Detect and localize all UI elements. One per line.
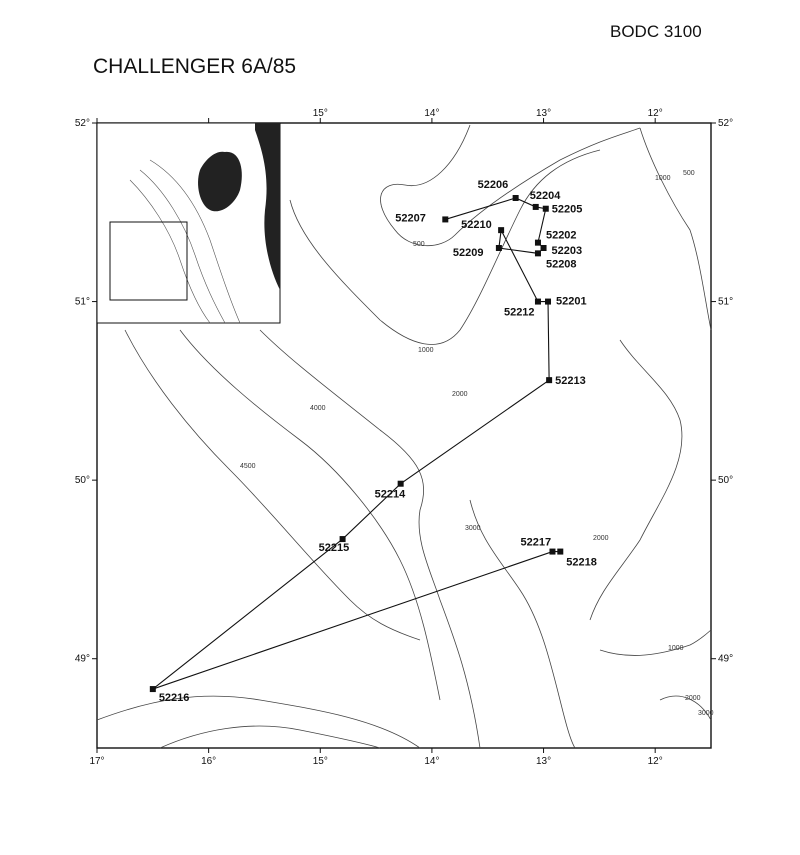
lon-label-bottom-3: 14° (424, 756, 440, 767)
station-label-52207: 52207 (395, 212, 426, 225)
station-label-52204: 52204 (529, 189, 561, 202)
station-marker-52217 (549, 549, 555, 555)
contour-500-west (381, 125, 640, 246)
lat-label-left-2: 50° (74, 475, 90, 487)
cruise-title: CHALLENGER 6A/85 (93, 55, 297, 78)
contour-label-10: 2000 (685, 695, 701, 702)
lon-label-bottom-1: 16° (201, 756, 217, 767)
station-marker-52206 (513, 195, 519, 201)
lat-label-left-3: 49° (74, 653, 90, 665)
station-marker-52204 (533, 204, 539, 210)
station-marker-52207 (442, 216, 448, 222)
lon-label-top-5: 12° (647, 108, 663, 119)
lat-label-right-2: 50° (718, 475, 734, 487)
lat-label-left-1: 51° (74, 296, 90, 308)
station-label-52206: 52206 (477, 179, 509, 191)
station-label-52218: 52218 (566, 556, 597, 569)
station-label-52209: 52209 (452, 247, 484, 259)
lat-label-left-0: 52° (74, 118, 90, 129)
lon-label-bottom-5: 12° (647, 756, 663, 767)
station-label-52215: 52215 (318, 542, 350, 555)
contour-deep-sw (160, 726, 380, 748)
contour-1000-east (640, 128, 711, 330)
contour-label-6: 2000 (593, 535, 609, 542)
inset-frame (97, 123, 280, 323)
contour-4500 (125, 330, 420, 640)
contour-label-3: 4000 (310, 405, 326, 412)
dataset-id: BODC 3100 (610, 22, 702, 41)
station-marker-52214 (398, 481, 404, 487)
contour-label-0: 500 (413, 241, 425, 248)
station-marker-52201 (545, 299, 551, 305)
lat-label-right-3: 49° (718, 653, 734, 665)
station-label-52213: 52213 (555, 375, 586, 388)
lon-label-top-4: 13° (535, 108, 552, 119)
contour-4000 (180, 330, 440, 700)
contour-label-7: 1000 (655, 175, 671, 182)
lat-label-right-1: 51° (718, 296, 734, 308)
station-label-52201: 52201 (556, 295, 587, 308)
station-marker-52213 (546, 377, 552, 383)
inset-locator-map (97, 123, 280, 323)
lon-label-bottom-4: 13° (535, 756, 552, 767)
station-label-52203: 52203 (551, 245, 583, 257)
station-marker-52216 (150, 686, 156, 692)
station-label-52216: 52216 (158, 692, 190, 705)
station-marker-52212 (535, 299, 541, 305)
station-label-52208: 52208 (545, 258, 577, 271)
contour-label-11: 3000 (698, 710, 714, 717)
station-label-52210: 52210 (461, 219, 492, 232)
contour-1000-se (600, 630, 711, 655)
lon-label-bottom-2: 15° (312, 756, 328, 767)
contour-label-4: 4500 (240, 463, 256, 470)
lon-label-top-2: 15° (312, 108, 328, 119)
lat-label-right-0: 52° (718, 118, 734, 129)
lon-label-bottom-0: 17° (89, 756, 105, 767)
contour-2000-east (590, 340, 682, 620)
station-marker-52218 (557, 549, 563, 555)
station-label-52214: 52214 (374, 488, 406, 501)
station-marker-52202 (535, 240, 541, 246)
station-label-52217: 52217 (520, 536, 552, 549)
station-marker-52205 (543, 206, 549, 212)
contour-label-9: 500 (683, 170, 695, 177)
contour-2000-west (260, 330, 480, 748)
station-marker-52208 (535, 250, 541, 256)
contour-label-1: 1000 (418, 347, 434, 354)
station-label-52205: 52205 (551, 203, 583, 216)
contour-shelf-south (97, 696, 420, 748)
contour-label-2: 2000 (452, 391, 468, 398)
station-marker-52203 (541, 245, 547, 251)
contour-label-5: 3000 (465, 525, 481, 532)
station-label-52202: 52202 (545, 229, 577, 242)
station-label-52212: 52212 (503, 306, 535, 319)
lon-label-top-3: 14° (424, 108, 440, 119)
station-marker-52209 (496, 245, 502, 251)
contour-label-8: 1000 (668, 645, 684, 652)
station-marker-52210 (498, 227, 504, 233)
